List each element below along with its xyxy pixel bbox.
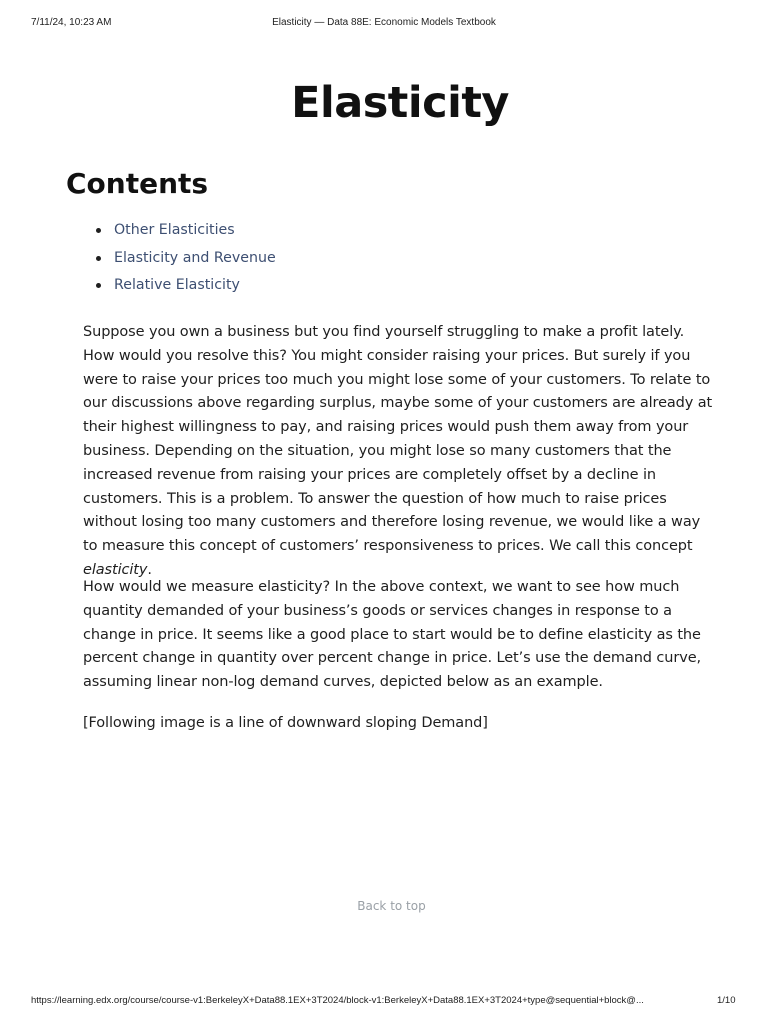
print-url: https://learning.edx.org/course/course-v1:BerkeleyX+Data88.1EX+3T2024/block-v1:BerkeleyX+Data88.1EX+3T2024+type@sequential+block@...	[31, 995, 644, 1006]
print-datetime: 7/11/24, 10:23 AM	[31, 17, 112, 28]
print-document-title: Elasticity — Data 88E: Economic Models Textbook	[272, 17, 496, 28]
page-title: Elasticity	[291, 78, 509, 128]
back-to-top-link[interactable]: Back to top	[357, 899, 426, 913]
toc-item	[96, 273, 276, 301]
paragraph-measure: How would we measure elasticity? In the above context, we want to see how much quantity demanded of your business’s goods or services changes in response to a change in price. It seems like a good place to start would be to define elasticity as the percent change in quantity over percent change in price. Let’s use the demand curve, assuming linear non-log demand curves, depicted below as an example.	[83, 579, 702, 691]
page-indicator: 1/10	[717, 995, 736, 1006]
print-footer	[0, 995, 768, 1009]
print-header	[0, 17, 768, 31]
table-of-contents	[96, 218, 276, 301]
elasticity-term: elasticity	[83, 561, 148, 578]
toc-item	[96, 246, 276, 274]
paragraph-intro	[83, 321, 715, 583]
paragraph-intro-text: Suppose you own a business but you find yourself struggling to make a profit lately. How would you resolve this? You might consider raising your prices. But surely if you were to raise your prices too much you might lose some of your customers. To relate to our discussions above regarding surplus, maybe some of your customers are already at their highest willingness to pay, and raising prices would push them away from your business. Depending on the situation, you might lose so many customers that the increased revenue from raising your prices are completely offset by a decline in customers. This is a problem. To answer the question of how much to raise prices without losing too many customers and therefore losing revenue, we would like a way to measure this concept of customers’ responsiveness to prices. We call this concept	[83, 324, 713, 555]
image-description: [Following image is a line of downward sloping Demand]	[83, 715, 488, 731]
toc-link-other-elasticities[interactable]: Other Elasticities	[114, 222, 235, 238]
toc-item	[96, 218, 276, 246]
contents-heading: Contents	[66, 167, 209, 200]
toc-link-elasticity-and-revenue[interactable]: Elasticity and Revenue	[114, 249, 276, 266]
paragraph-intro-end: .	[147, 561, 152, 578]
toc-link-relative-elasticity[interactable]: Relative Elasticity	[114, 277, 240, 294]
